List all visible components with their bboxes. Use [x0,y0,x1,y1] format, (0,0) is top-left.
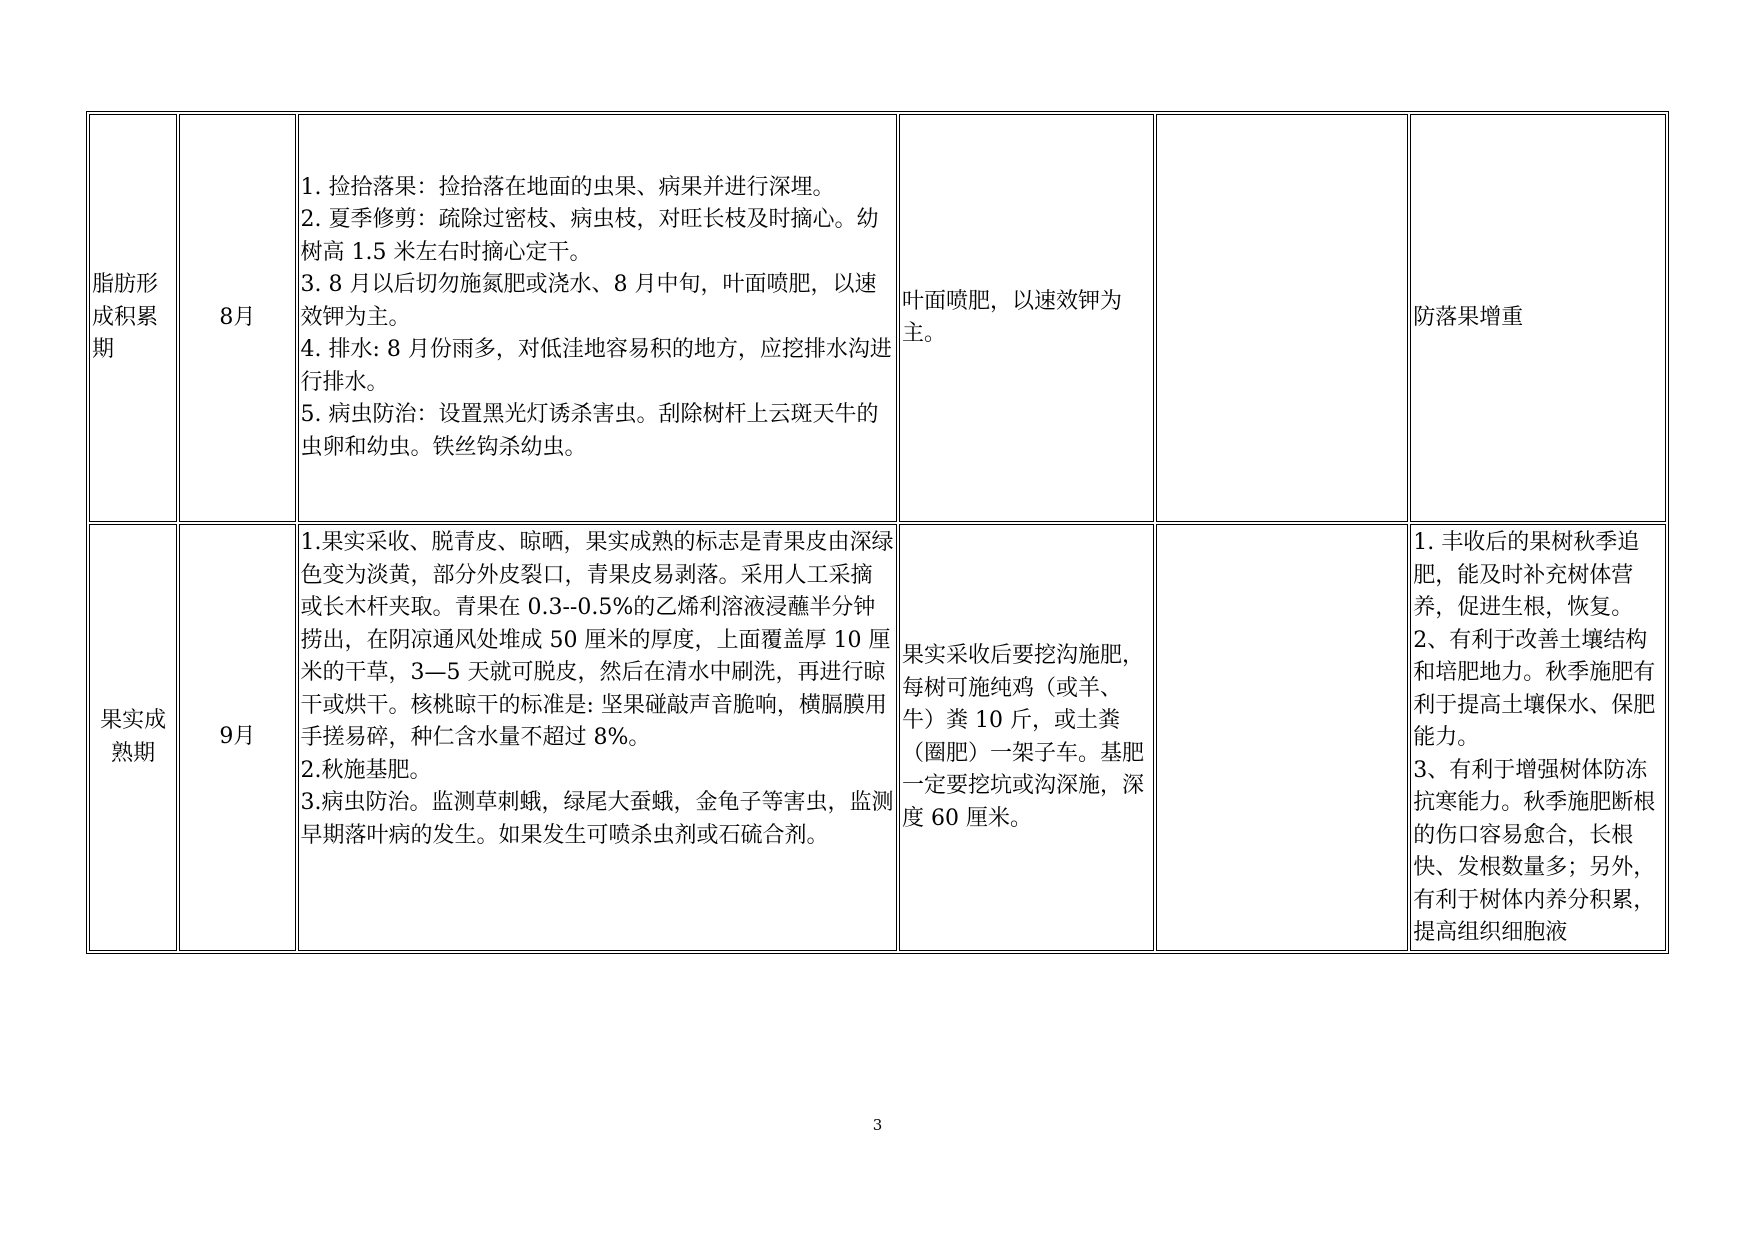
measure-item: 2.秋施基肥。 [300,757,432,783]
measures-cell [298,524,898,951]
table-row [89,114,1666,522]
month-cell: 8月 [179,114,295,522]
notes-cell: 防落果增重 [1410,114,1666,522]
measure-item: 3. 8 月以后切勿施氮肥或浇水、8 月中旬，叶面喷肥，以速效钾为主。 [300,272,877,330]
fertilizer-cell: 叶面喷肥，以速效钾为主。 [899,114,1154,522]
measure-item: 5. 病虫防治：设置黑光灯诱杀害虫。刮除树杆上云斑天牛的虫卵和幼虫。铁丝钩杀幼虫。 [300,402,879,460]
measure-item: 4. 排水: 8 月份雨多，对低洼地容易积的地方，应挖排水沟进行排水。 [300,337,892,395]
measure-item: 3.病虫防治。监测草刺蛾，绿尾大蚕蛾，金龟子等害虫，监测早期落叶病的发生。如果发生可喷杀虫剂或石硫合剂。 [300,790,894,848]
fertilizer-cell: 果实采收后要挖沟施肥，每树可施纯鸡（或羊、牛）粪 10 斤，或土粪（圈肥）一架子车。基肥一定要挖坑或沟深施，深度 60 厘米。 [899,524,1154,951]
stage-cell: 果实成熟期 [89,524,177,951]
measure-item: 1.果实采收、脱青皮、晾晒，果实成熟的标志是青果皮由深绿色变为淡黄，部分外皮裂口，青果皮易剥落。采用人工采摘或长木杆夹取。青果在 0.3--0.5%的乙烯利溶液浸蘸半分钟捞出，在阴凉通风处堆成 50 厘米的厚度，上面覆盖厚 10 厘米的干草，3—5 天就可脱皮，然后在清水中刷洗，再进行晾干或烘干。核桃晾干的标准是: 坚果碰敲声音脆响，横膈膜用手搓易碎，种仁含水量不超过 8%。 [300,530,894,750]
month-cell: 9月 [179,524,295,951]
empty-cell [1156,524,1409,951]
measure-item: 1. 捡拾落果：捡拾落在地面的虫果、病果并进行深埋。 [300,174,835,200]
measure-item: 2. 夏季修剪：疏除过密枝、病虫枝，对旺长枝及时摘心。幼树高 1.5 米左右时摘心定干。 [300,207,879,265]
table-row [89,524,1666,951]
measures-cell [298,114,898,522]
management-table [86,111,1669,954]
note-item: 3、有利于增强树体防冻抗寒能力。秋季施肥断根的伤口容易愈合，长根快、发根数量多；另外，有利于树体内养分积累，提高组织细胞液 [1413,757,1656,945]
note-item: 2、有利于改善土壤结构和培肥地力。秋季施肥有利于提高土壤保水、保肥能力。 [1413,627,1656,750]
notes-cell [1410,524,1666,951]
note-item: 1. 丰收后的果树秋季追肥，能及时补充树体营养，促进生根，恢复。 [1413,530,1640,620]
stage-cell: 脂肪形成积累期 [89,114,177,522]
page-number: 3 [872,1116,883,1134]
empty-cell [1156,114,1409,522]
